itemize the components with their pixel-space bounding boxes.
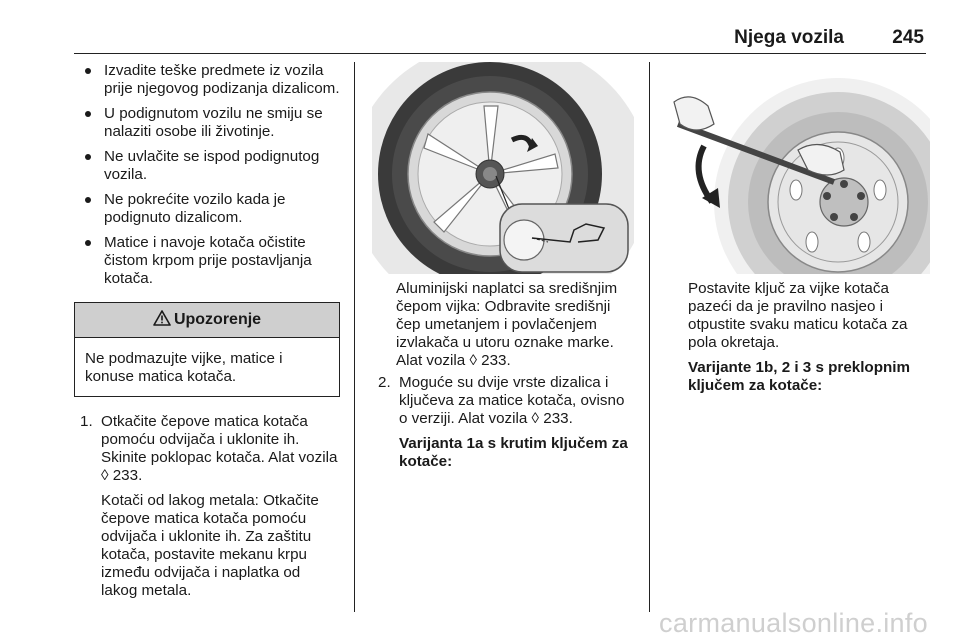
page-header [74,23,926,54]
page-number: 245 [892,27,924,48]
bullet-item: Matice i navoje kotača očistite čistom krpom prije postavljanja kotača. [74,234,340,288]
bullet-item: Izvadite teške predmete iz vozila prije njegovog podizanja dizalicom. [74,62,340,98]
column-divider [649,62,650,612]
column-middle [396,280,634,377]
bullet-item: Ne uvlačite se ispod podignutog vozila. [74,148,340,184]
warning-title: Upozorenje [173,311,262,328]
wheel-wrench-illustration [668,62,930,274]
variant-heading: Varijanta 1a s krutim ključem za kotače: [399,435,628,470]
column-divider [354,62,355,612]
bullet-item: U podignutom vozilu ne smiju se nalaziti osobe ili životinje. [74,105,340,141]
warning-text: Ne podmazujte vijke, matice i konuse matica kotača. [85,350,283,385]
step-1 [74,413,340,600]
wrench-instruction: Postavite ključ za vijke kotača pazeći da je pravilno nasjeo i otpustite svaku maticu kotača za pola okretaja. [688,280,908,351]
column-left [74,62,340,607]
step-number: 1. [80,413,93,430]
wheel-cap-illustration [372,62,634,274]
warning-triangle-icon [153,310,171,331]
watermark: carmanualsonline.info [659,608,928,638]
bullet-item: Ne pokrećite vozilo kada je podignuto dizalicom. [74,191,340,227]
step-2 [372,374,634,471]
section-title: Njega vozila [734,27,844,48]
warning-header [75,303,339,338]
column-right [688,280,928,402]
step-number: 2. [378,374,391,391]
step-subtext: Kotači od lakog metala: Otkačite čepove matica kotača pomoću odvijača i uklonite ih. Za zaštitu kotača, postavite mekanu krpu između odvijača i naplatka od lakog metala. [101,492,319,599]
variant-heading: Varijante 1b, 2 i 3 s preklopnim ključem za kotače: [688,359,910,394]
alloy-cap-caption: Aluminijski naplatci sa središnjim čepom vijka: Odbravite središnji čep umetanjem i povlačenjem izvlakača u utoru oznake marke. Alat vozila ◊ 233. [396,280,618,369]
warning-box [74,302,340,397]
safety-bullet-list [74,62,340,288]
step-text: Moguće su dvije vrste dizalica i ključeva za matice kotača, ovisno o verziji. Alat vozila ◊ 233. [399,374,625,427]
step-text: Otkačite čepove matica kotača pomoću odvijača i uklonite ih. Skinite poklopac kotača. Alat vozila ◊ 233. [101,413,338,484]
step-list [74,413,340,600]
